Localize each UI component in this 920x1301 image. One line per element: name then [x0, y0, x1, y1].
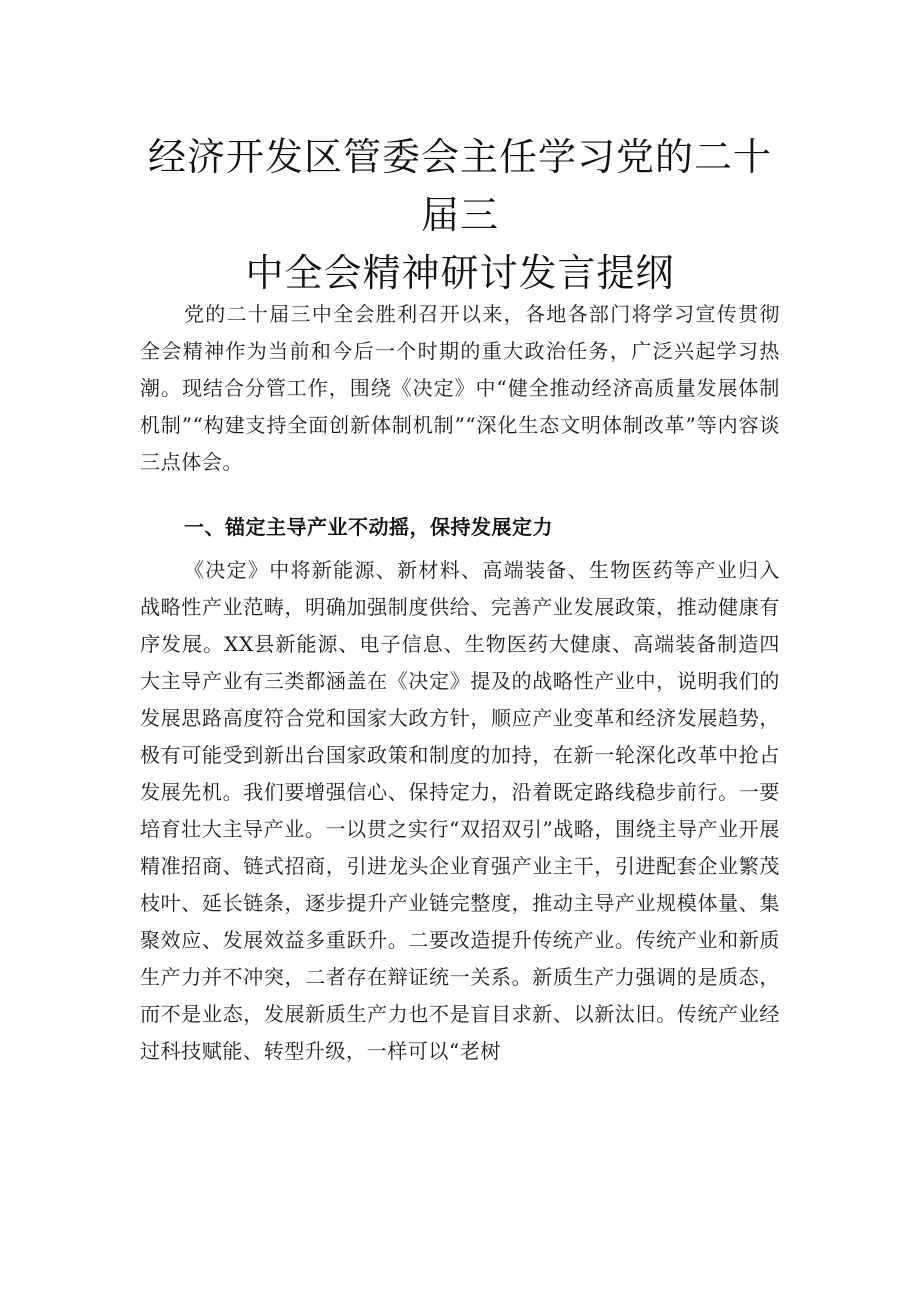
section-1-paragraph: 《决定》中将新能源、新材料、高端装备、生物医药等产业归入战略性产业范畴，明确加强制度供给、完善产业发展政策，推动健康有序发展。XX县新能源、电子信息、生物医药大健康、高端装备制造四大主导产业有三类都涵盖在《决定》提及的战略性产业中，说明我们的发展思路高度符合党和国家大政方针，顺应产业变革和经济发展趋势，极有可能受到新出台国家政策和制度的加持，在新一轮深化改革中抢占发展先机。我们要增强信心、保持定力，沿着既定路线稳步前行。一要培育壮大主导产业。一以贯之实行“双招双引”战略，围绕主导产业开展精准招商、链式招商，引进龙头企业育强产业主干，引进配套企业繁茂枝叶、延长链条，逐步提升产业链完整度，推动主导产业规模体量、集聚效应、发展效益多重跃升。二要改造提升传统产业。传统产业和新质生产力并不冲突，二者存在辩证统一关系。新质生产力强调的是质态，而不是业态，发展新质生产力也不是盲目求新、以新汰旧。传统产业经过科技赋能、转型升级，一样可以“老树 — [140, 558, 780, 1063]
intro-paragraph: 党的二十届三中全会胜利召开以来，各地各部门将学习宣传贯彻全会精神作为当前和今后一个时期的重大政治任务，广泛兴起学习热潮。现结合分管工作，围绕《决定》中“健全推动经济高质量发展体制机制”“构建支持全面创新体制机制”“深化生态文明体制改革”等内容谈三点体会。 — [140, 302, 780, 474]
section-1-heading: 一、锚定主导产业不动摇，保持发展定力 — [184, 515, 553, 539]
title-line-2: 中全会精神研讨发言提纲 — [245, 251, 675, 295]
title-line-1: 经济开发区管委会主任学习党的二十届三 — [147, 135, 772, 237]
document-title — [140, 128, 780, 302]
